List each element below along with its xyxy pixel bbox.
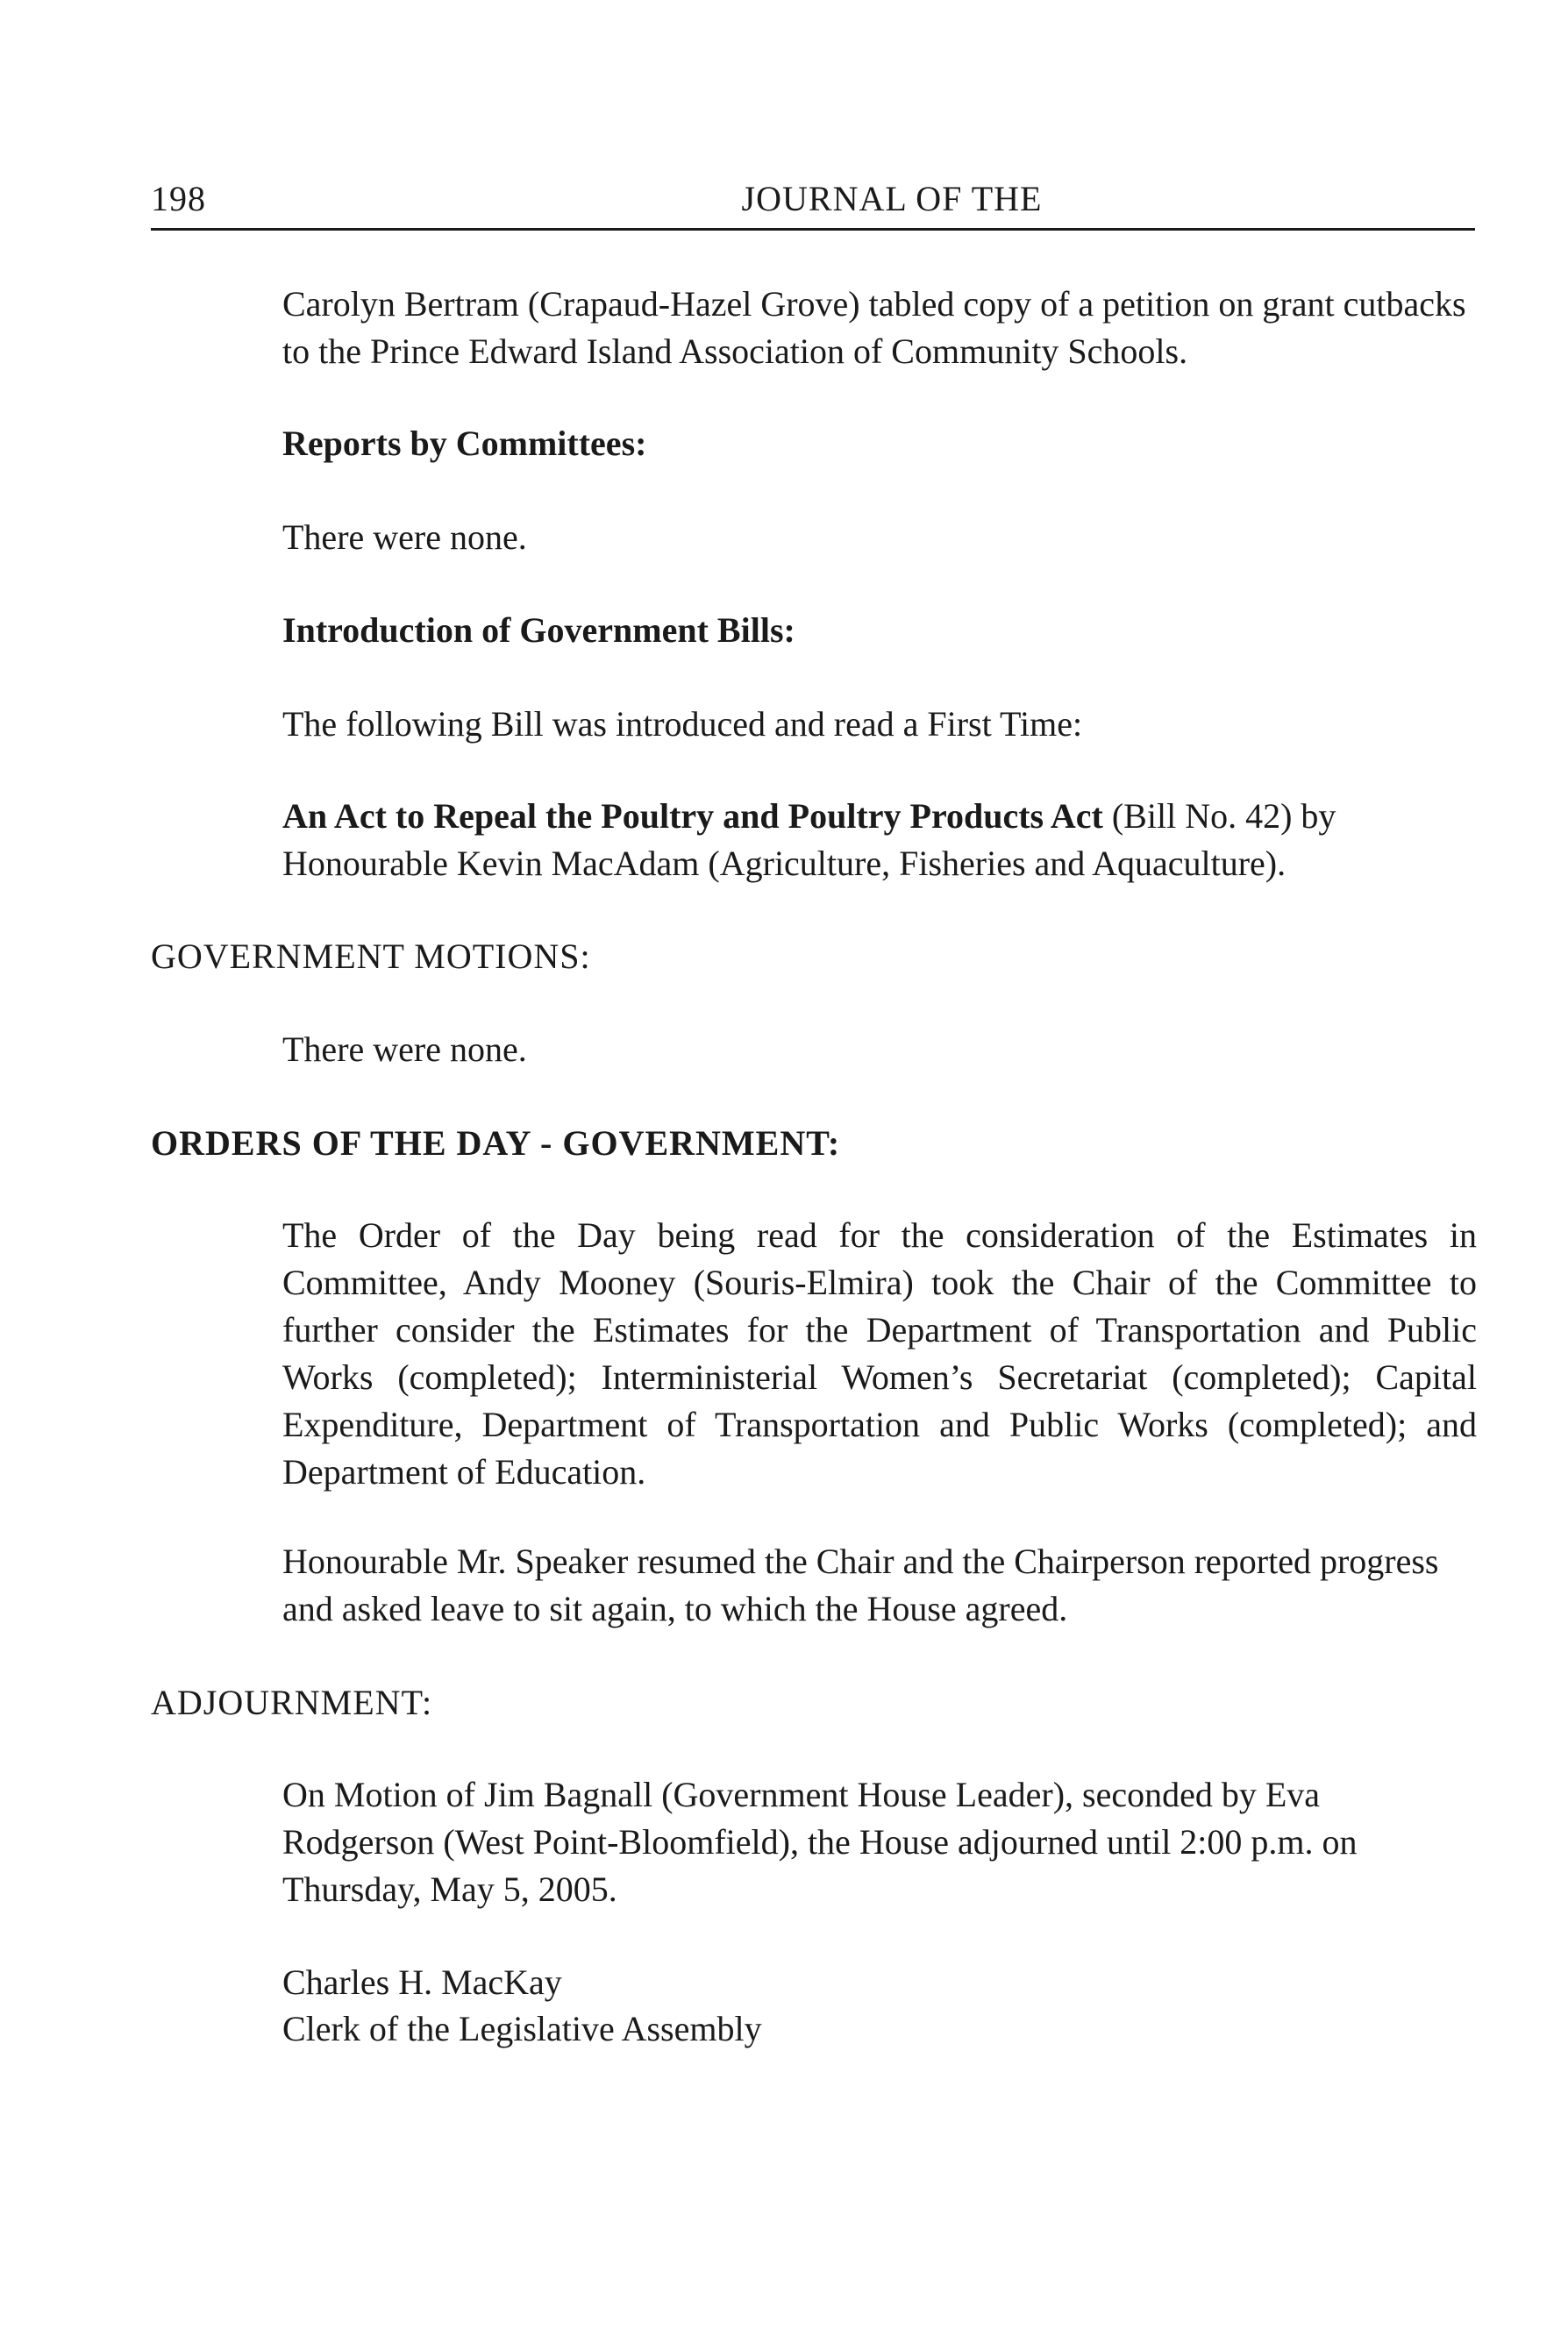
petition-paragraph: Carolyn Bertram (Crapaud-Hazel Grove) tabled copy of a petition on grant cutbacks to the Prince Edward Island Association of Community Schools. [282, 284, 1466, 371]
government-bills-heading: Introduction of Government Bills: [282, 610, 795, 650]
bill-title: An Act to Repeal the Poultry and Poultry Products Act [282, 796, 1103, 836]
reports-by-committees-body: There were none. [282, 517, 527, 557]
bill-entry [282, 793, 1477, 887]
signature-name: Charles H. MacKay [282, 1962, 562, 2002]
page-number: 198 [151, 179, 206, 218]
orders-of-the-day-paragraph-1: The Order of the Day being read for the consideration of the Estimates in Committee, Andy Mooney (Souris-Elmira) took the Chair of the Committee to further consider the Estimates for the Department of Transportation and Public Works (completed); Interministerial Women’s Secretariat (completed); Capital Expenditure, Department of Transportation and Public Works (completed); and Department of Education. [282, 1215, 1477, 1492]
bill-details: (Bill No. 42) by Honourable Kevin MacAdam (Agriculture, Fisheries and Aquaculture). [282, 796, 1336, 883]
reports-by-committees-heading: Reports by Committees: [282, 424, 647, 463]
adjournment-heading: ADJOURNMENT: [151, 1683, 433, 1722]
government-motions-body: There were none. [282, 1029, 527, 1069]
government-motions-heading: GOVERNMENT MOTIONS: [151, 937, 591, 976]
orders-of-the-day-heading: ORDERS OF THE DAY - GOVERNMENT: [151, 1123, 841, 1163]
signature-title: Clerk of the Legislative Assembly [282, 2009, 762, 2048]
adjournment-body: On Motion of Jim Bagnall (Government House Leader), seconded by Eva Rodgerson (West Point-Bloomfield), the House adjourned until 2:00 p.m. on Thursday, May 5, 2005. [282, 1775, 1358, 1909]
orders-of-the-day-paragraph-2: Honourable Mr. Speaker resumed the Chair and the Chairperson reported progress and asked leave to sit again, to which the House agreed. [282, 1542, 1439, 1628]
government-bills-intro: The following Bill was introduced and read a First Time: [282, 704, 1083, 744]
page-header [151, 175, 1475, 231]
running-head: JOURNAL OF THE [741, 179, 1043, 218]
